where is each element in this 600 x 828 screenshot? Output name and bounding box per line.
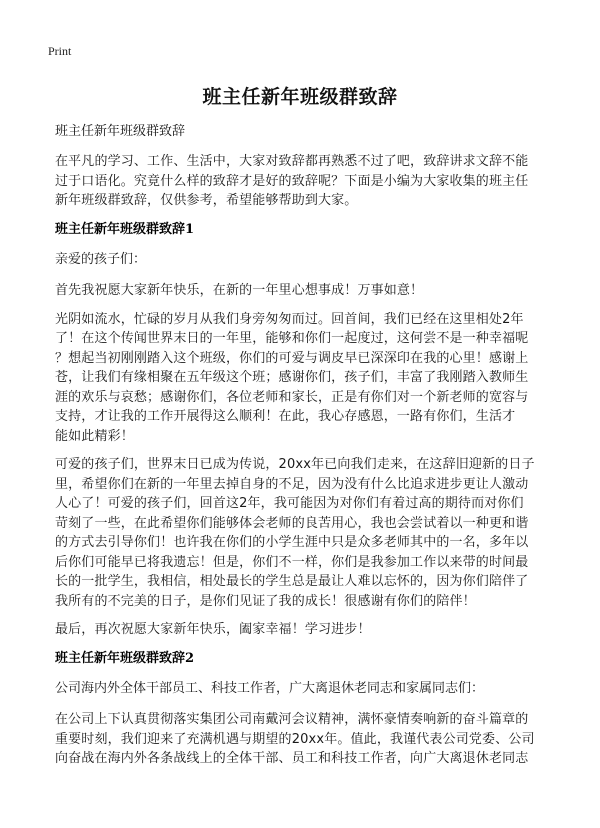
text-line: 最后，再次祝愿大家新年快乐，阖家幸福！学习进步！	[55, 622, 371, 637]
document-title: 班主任新年班级群致辞	[202, 86, 398, 108]
section-1-paragraph-4	[55, 620, 555, 640]
section-1-paragraph-2	[55, 310, 555, 447]
text-line: 后你们可能早已将我遗忘！但是，你们不一样，你们是我参加工作以来带的时间最	[55, 554, 529, 570]
text-line: 在公司上下认真贯彻落实集团公司南戴河会议精神，满怀豪情奏响新的奋斗篇章的	[55, 712, 529, 727]
print-label[interactable]: Print	[48, 44, 72, 58]
section-1-paragraph-1	[55, 281, 555, 301]
text-line: 人心了！可爱的孩子们，回首这2年，我可能因为对你们有着过高的期待而对你们	[55, 496, 524, 511]
text-line: 里，希望你们在新的一年里去掉自身的不足，因为没有什么比追求进步更让人激动	[55, 476, 529, 492]
text-line: 新年班级群致辞，仅供参考，希望能够帮助到大家。	[55, 193, 358, 208]
text-line: 过于口语化。究竟什么样的致辞才是好的致辞呢？下面是小编为大家收集的班主任	[55, 173, 529, 189]
text-line: 苍，让我们有缘相聚在五年级这个班；感谢你们，孩子们，丰富了我刚踏入教师生	[55, 370, 529, 385]
text-line: 光阴如流水，忙碌的岁月从我们身旁匆匆而过。回首间，我们已经在这里相处2年	[55, 311, 524, 327]
section-2-greeting: 公司海内外全体干部员工、科技工作者，广大离退休老同志和家属同志们：	[55, 680, 485, 696]
text-line: 苛刻了一些，在此希望你们能够体会老师的良苦用心，我也会尝试着以一种更和谐	[55, 515, 529, 531]
text-line: 长的一批学生，我相信，相处最长的学生总是最让人难以忘怀的，因为你们陪伴了	[55, 574, 529, 589]
section-2-paragraph-1	[55, 710, 555, 769]
section-1-greeting: 亲爱的孩子们：	[55, 251, 147, 267]
section-heading-2: 班主任新年班级群致辞2	[55, 650, 195, 666]
text-line: 涯的欢乐与哀愁；感谢你们，各位老师和家长，正是有你们对一个新老师的宽容与	[55, 389, 529, 405]
document-body	[55, 122, 555, 778]
text-line: 支持，才让我的工作开展得这么顺利！在此，我心存感恩，一路有你们，生活才	[55, 409, 516, 424]
text-line: 了！在这个传闻世界末日的一年里，能够和你们一起度过，这何尝不是一种幸福呢	[55, 331, 529, 346]
intro-paragraph	[55, 152, 555, 211]
text-line: 能如此精彩！	[55, 428, 134, 444]
text-line: 的方式去引导你们！也许我在你们的小学生涯中只是众多老师其中的一名，多年以	[55, 535, 529, 550]
text-line: 我所有的不完美的日子，是你们见证了我的成长！很感谢有你们的陪伴！	[55, 593, 476, 609]
document-subtitle: 班主任新年班级群致辞	[55, 124, 186, 139]
text-line: 向奋战在海内外各条战线上的全体干部、员工和科技工作者，向广大离退休老同志	[55, 751, 529, 766]
text-line: ？想起当初刚刚踏入这个班级，你们的可爱与调皮早已深深印在我的心里！感谢上	[55, 350, 529, 366]
text-line: 可爱的孩子们，世界末日已成为传说，20xx年已向我们走来，在这辞旧迎新的日子	[55, 457, 535, 472]
text-line: 在平凡的学习、工作、生活中，大家对致辞都再熟悉不过了吧，致辞讲求文辞不能	[55, 154, 529, 169]
section-heading-1: 班主任新年班级群致辞1	[55, 221, 195, 237]
text-line: 首先我祝愿大家新年快乐，在新的一年里心想事成！万事如意！	[55, 283, 424, 298]
section-1-paragraph-3	[55, 455, 555, 611]
text-line: 重要时刻，我们迎来了充满机遇与期望的20xx年。值此，我谨代表公司党委、公司	[55, 731, 535, 747]
